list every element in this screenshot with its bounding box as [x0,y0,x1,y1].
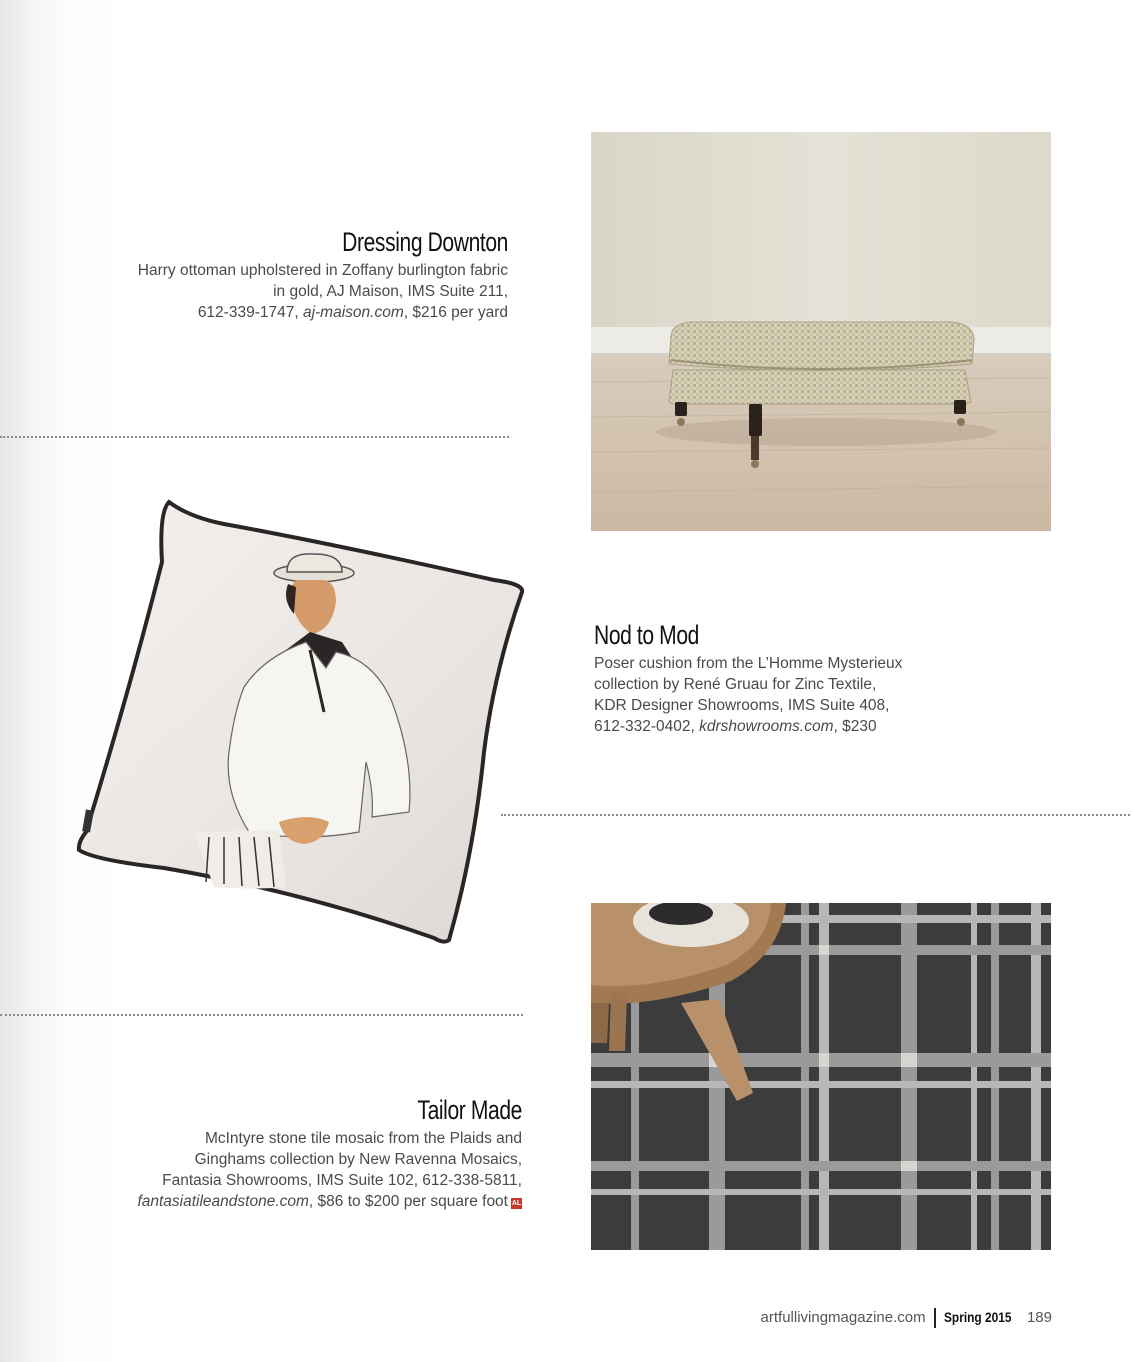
item-dressing-downton [88,226,508,323]
footer-site[interactable]: artfullivingmagazine.com [760,1308,926,1326]
cushion-photo [74,492,530,948]
dotted-divider [0,436,509,438]
item-description: Harry ottoman upholstered in Zoffany burlington fabric in gold, AJ Maison, IMS Suite 211, 612-339-1747, aj-maison.com, $216 per yard [137,262,508,321]
website-link[interactable]: fantasiatileandstone.com [137,1193,309,1210]
item-description: Poser cushion from the L’Homme Mysterieux collection by René Gruau for Zinc Textile, KDR Designer Showrooms, IMS Suite 408, 612-332-0402, kdrshowrooms.com, $230 [594,655,903,735]
tile-mosaic-photo [591,903,1051,1250]
page-footer [761,1308,1052,1328]
item-description: McIntyre stone tile mosaic from the Plaids and Ginghams collection by New Ravenna Mosaics, Fantasia Showrooms, IMS Suite 102, 612-338-5811, fantasiatileandstone.com, $86 to $200 per square foot AL [137,1130,522,1210]
dotted-divider [0,1014,523,1016]
item-title: Dressing Downton [342,227,508,257]
website-link[interactable]: kdrshowrooms.com [699,718,834,735]
footer-separator [934,1308,936,1328]
item-nod-to-mod [594,619,1014,737]
item-title: Tailor Made [417,1095,522,1125]
end-mark-icon: AL [511,1200,522,1207]
item-title: Nod to Mod [594,620,699,650]
dotted-divider [501,814,1130,816]
ottoman-photo [591,132,1051,531]
page-number: 189 [1026,1308,1052,1326]
website-link[interactable]: aj-maison.com [302,304,404,321]
item-tailor-made [82,1094,522,1212]
footer-season: Spring 2015 [943,1308,1012,1325]
